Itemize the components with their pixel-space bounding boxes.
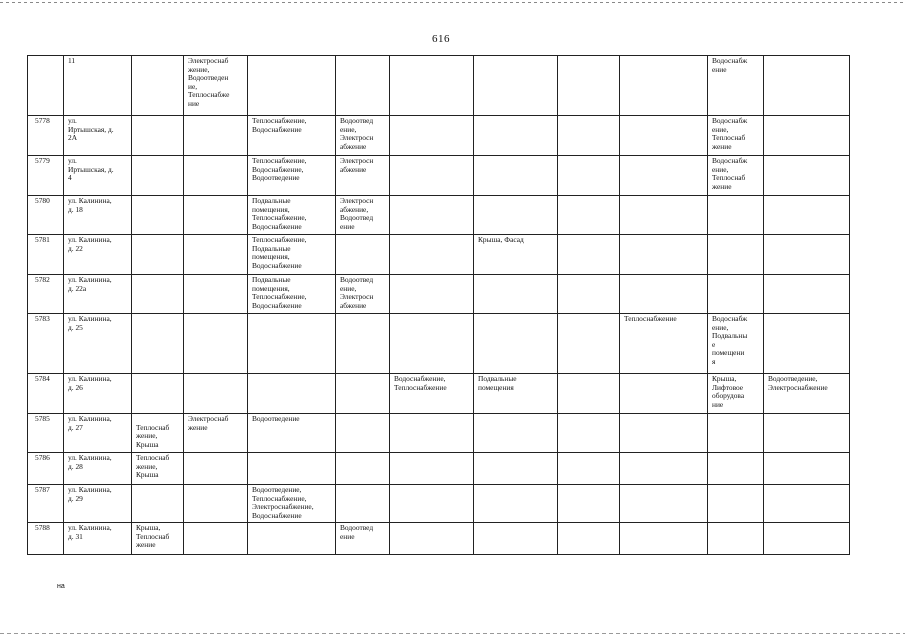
work-type-cell [620,116,708,156]
address-cell: ул. Калинина, д. 26 [64,374,132,414]
work-type-cell [764,523,850,555]
work-type-cell [558,196,620,235]
row-number-cell: 5780 [28,196,64,235]
table-row [28,56,850,116]
work-type-cell [620,156,708,196]
table-row [28,275,850,314]
work-type-cell [764,275,850,314]
row-number-cell: 5787 [28,485,64,523]
work-type-cell: Водоснабжение, Теплоснабжение [390,374,474,414]
work-type-cell [336,314,390,374]
work-type-cell [184,453,248,485]
work-type-cell [764,485,850,523]
work-type-cell [390,235,474,275]
work-type-cell [708,453,764,485]
work-type-cell: Водоснабж ение, Теплоснаб жение [708,156,764,196]
address-cell: ул. Калинина, д. 29 [64,485,132,523]
work-type-cell: Теплоснабжение, Водоснабжение [248,116,336,156]
row-number-cell [28,56,64,116]
work-type-cell [474,196,558,235]
work-type-cell [620,374,708,414]
work-type-cell [132,275,184,314]
work-type-cell [708,485,764,523]
work-type-cell: Теплоснабжение [620,314,708,374]
address-cell: ул. Иртышская, д. 2А [64,116,132,156]
row-number-cell: 5778 [28,116,64,156]
work-type-cell [474,156,558,196]
work-type-cell [474,314,558,374]
work-type-cell: Электроснаб жение [184,414,248,453]
table-row [28,374,850,414]
work-type-cell [474,453,558,485]
address-cell: ул. Калинина, д. 25 [64,314,132,374]
work-type-cell: Водоотведение, Теплоснабжение, Электроснабжение, Водоснабжение [248,485,336,523]
row-number-cell: 5783 [28,314,64,374]
work-type-cell [474,485,558,523]
scan-edge-top [0,2,905,3]
work-type-cell: Водоотведение, Электроснабжение [764,374,850,414]
work-type-cell [390,156,474,196]
work-type-cell: Электросн абжение, Водоотвед ение [336,196,390,235]
work-type-cell: Водоотвед ение, Электросн абжение [336,116,390,156]
table-row [28,414,850,453]
table-row [28,314,850,374]
work-type-cell [336,485,390,523]
work-type-cell [764,196,850,235]
work-type-cell: Подвальные помещения [474,374,558,414]
work-type-cell [558,414,620,453]
row-number-cell: 5781 [28,235,64,275]
address-cell: ул. Калинина, д. 22а [64,275,132,314]
work-type-cell [248,453,336,485]
work-type-cell [708,275,764,314]
work-type-cell [764,56,850,116]
page-number: 616 [432,33,450,45]
address-cell: ул. Калинина, д. 28 [64,453,132,485]
table-row [28,485,850,523]
work-type-cell [132,374,184,414]
work-type-cell: Подвальные помещения, Теплоснабжение, Водоснабжение [248,275,336,314]
work-type-cell [390,196,474,235]
work-type-cell [336,235,390,275]
table-row [28,196,850,235]
work-type-cell [390,523,474,555]
work-type-cell [764,453,850,485]
work-type-cell [184,196,248,235]
work-type-cell [558,453,620,485]
registry-table [27,55,850,555]
work-type-cell [336,453,390,485]
work-type-cell [336,374,390,414]
table-row [28,116,850,156]
work-type-cell [390,275,474,314]
work-type-cell: Крыша, Лифтовое оборудова ние [708,374,764,414]
work-type-cell [620,275,708,314]
work-type-cell [474,116,558,156]
work-type-cell: Крыша, Теплоснаб жение [132,523,184,555]
work-type-cell [184,314,248,374]
work-type-cell [620,414,708,453]
work-type-cell: Водоснабж ение [708,56,764,116]
work-type-cell: Теплоснаб жение, Крыша [132,453,184,485]
work-type-cell [558,156,620,196]
work-type-cell [132,56,184,116]
row-number-cell: 5788 [28,523,64,555]
work-type-cell: Водоотвед ение, Электросн абжение [336,275,390,314]
work-type-cell [390,56,474,116]
work-type-cell [474,523,558,555]
work-type-cell [558,56,620,116]
work-type-cell [620,485,708,523]
work-type-cell [390,414,474,453]
row-number-cell: 5782 [28,275,64,314]
work-type-cell [132,485,184,523]
work-type-cell [132,116,184,156]
work-type-cell [764,235,850,275]
work-type-cell [620,56,708,116]
work-type-cell [558,314,620,374]
address-cell: ул. Калинина, д. 27 [64,414,132,453]
work-type-cell: Водоотвед ение [336,523,390,555]
work-type-cell [558,523,620,555]
work-type-cell [248,56,336,116]
scan-edge-bottom [0,633,905,634]
work-type-cell: Теплоснабжение, Водоснабжение, Водоотведение [248,156,336,196]
work-type-cell [708,235,764,275]
address-cell: 11 [64,56,132,116]
work-type-cell [132,196,184,235]
table-row [28,235,850,275]
work-type-cell [390,453,474,485]
work-type-cell [620,523,708,555]
work-type-cell [764,314,850,374]
work-type-cell: Теплоснаб жение, Крыша [132,414,184,453]
row-number-cell: 5786 [28,453,64,485]
work-type-cell [620,196,708,235]
registry-table-body [28,56,850,555]
work-type-cell: Водоотведение [248,414,336,453]
work-type-cell [708,523,764,555]
address-cell: ул. Иртышская, д. 4 [64,156,132,196]
work-type-cell: Крыша, Фасад [474,235,558,275]
work-type-cell [132,235,184,275]
work-type-cell [248,523,336,555]
work-type-cell [184,235,248,275]
address-cell: ул. Калинина, д. 18 [64,196,132,235]
work-type-cell: Водоснабж ение, Подвальны е помещени я [708,314,764,374]
work-type-cell [558,275,620,314]
work-type-cell [390,314,474,374]
work-type-cell [708,414,764,453]
table-row [28,453,850,485]
work-type-cell: Водоснабж ение, Теплоснаб жение [708,116,764,156]
work-type-cell [764,414,850,453]
table-row [28,523,850,555]
address-cell: ул. Калинина, д. 22 [64,235,132,275]
work-type-cell [184,485,248,523]
work-type-cell [184,156,248,196]
work-type-cell [558,116,620,156]
work-type-cell [132,156,184,196]
work-type-cell [620,235,708,275]
work-type-cell [132,314,184,374]
work-type-cell [184,523,248,555]
work-type-cell [708,196,764,235]
footer-note: на [57,583,65,590]
work-type-cell: Подвальные помещения, Теплоснабжение, Водоснабжение [248,196,336,235]
work-type-cell [184,374,248,414]
work-type-cell [248,374,336,414]
work-type-cell [248,314,336,374]
work-type-cell [620,453,708,485]
work-type-cell [558,485,620,523]
work-type-cell [336,56,390,116]
work-type-cell [764,116,850,156]
work-type-cell [184,275,248,314]
work-type-cell [336,414,390,453]
address-cell: ул. Калинина, д. 31 [64,523,132,555]
work-type-cell: Электроснаб жение, Водоотведен ие, Теплоснабже ние [184,56,248,116]
work-type-cell: Теплоснабжение, Подвальные помещения, Водоснабжение [248,235,336,275]
work-type-cell [764,156,850,196]
row-number-cell: 5779 [28,156,64,196]
work-type-cell [474,56,558,116]
work-type-cell [390,116,474,156]
work-type-cell [558,235,620,275]
work-type-cell [184,116,248,156]
work-type-cell [474,414,558,453]
work-type-cell: Электросн абжение [336,156,390,196]
work-type-cell [474,275,558,314]
work-type-cell [558,374,620,414]
row-number-cell: 5784 [28,374,64,414]
table-row [28,156,850,196]
row-number-cell: 5785 [28,414,64,453]
work-type-cell [390,485,474,523]
